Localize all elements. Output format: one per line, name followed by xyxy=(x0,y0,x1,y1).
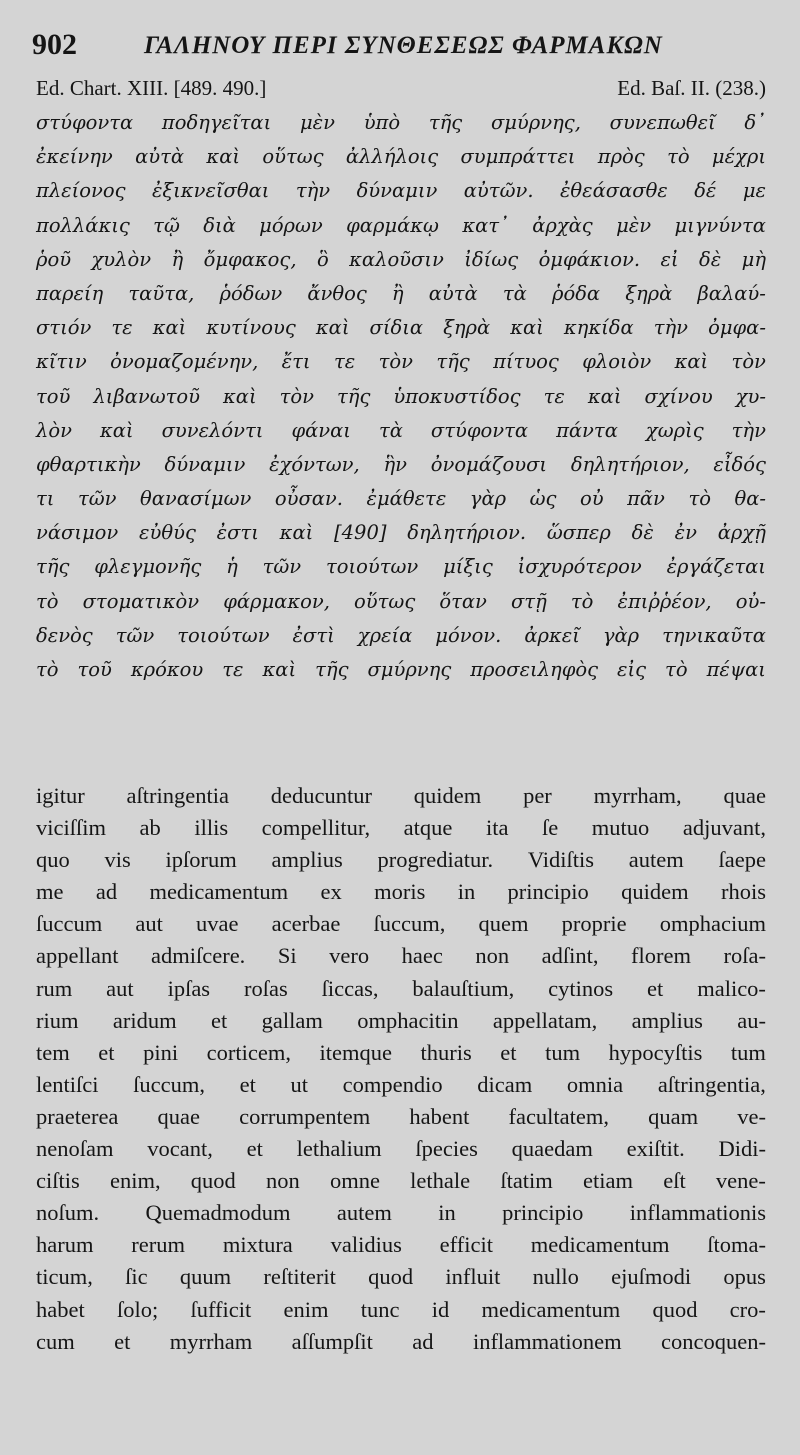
latin-text-line: tem et pini corticem, itemque thuris et tum hypocyſtis tum xyxy=(36,1039,766,1065)
latin-text-line: ticum, ſic quum reſtiterit quod influit nullo ejuſmodi opus xyxy=(36,1264,766,1290)
edition-reference-basel: Ed. Baſ. II. (238.) xyxy=(617,76,766,100)
greek-text-line: στύφοντα ποδηγεῖται μὲν ὑπὸ τῆς σμύρνης, συνεπωθεῖ δ᾽ xyxy=(36,111,766,134)
latin-text-line: quo vis ipſorum amplius progrediatur. Vidiſtis autem ſaepe xyxy=(36,847,766,873)
greek-text-line: τοῦ λιβανωτοῦ καὶ τὸν τῆς ὑποκυστίδος τε καὶ σχίνου χυ- xyxy=(36,384,766,408)
edition-reference-chartier: Ed. Chart. XIII. [489. 490.] xyxy=(36,76,267,100)
latin-text-line: appellant admiſcere. Si vero haec non adſint, florem roſa- xyxy=(36,943,766,969)
latin-text-line: cum et myrrham aſſumpſit ad inflammationem concoquen- xyxy=(36,1328,766,1354)
latin-text-line: rum aut ipſas roſas ſiccas, balauſtium, cytinos et malico- xyxy=(36,975,766,1001)
greek-text-block xyxy=(36,106,766,687)
greek-text-line: φθαρτικὴν δύναμιν ἐχόντων, ἣν ὀνομάζουσι δηλητήριον, εἶδός xyxy=(36,452,766,476)
latin-text-line: rium aridum et gallam omphacitin appellatam, amplius au- xyxy=(36,1007,766,1033)
latin-text-line: me ad medicamentum ex moris in principio quidem rhois xyxy=(36,879,766,905)
greek-text-line: δενὸς τῶν τοιούτων ἐστὶ χρεία μόνον. ἀρκεῖ γὰρ τηνικαῦτα xyxy=(36,623,766,647)
greek-text-line: νάσιμον εὐθύς ἐστι καὶ [490] δηλητήριον. ὥσπερ δὲ ἐν ἀρχῇ xyxy=(36,521,766,545)
page-number: 902 xyxy=(32,28,77,61)
greek-text-line: πλείονος ἐξικνεῖσθαι τὴν δύναμιν αὐτῶν. ἐθεάσασθε δέ με xyxy=(36,179,766,203)
greek-text-line: παρείη ταῦτα, ῥόδων ἄνθος ἢ αὐτὰ τὰ ῥόδα ξηρὰ βαλαύ- xyxy=(36,281,766,305)
latin-text-line: noſum. Quemadmodum autem in principio inflammationis xyxy=(36,1200,766,1226)
latin-text-line: harum rerum mixtura validius efficit medicamentum ſtoma- xyxy=(36,1232,766,1258)
greek-text-line: τὸ τοῦ κρόκου τε καὶ τῆς σμύρνης προσειληφὸς εἰς τὸ πέψαι xyxy=(36,658,766,681)
latin-text-line: ciſtis enim, quod non omne lethale ſtatim etiam eſt vene- xyxy=(36,1168,766,1194)
greek-text-line: τι τῶν θανασίμων οὖσαν. ἐμάθετε γὰρ ὡς οὐ πᾶν τὸ θα- xyxy=(36,487,766,511)
greek-text-line: ἐκείνην αὐτὰ καὶ οὕτως ἀλλήλοις συμπράττει πρὸς τὸ μέχρι xyxy=(36,145,766,169)
latin-text-line: lentiſci ſuccum, et ut compendio dicam omnia aſtringentia, xyxy=(36,1071,766,1097)
latin-text-line: habet ſolo; ſufficit enim tunc id medicamentum quod cro- xyxy=(36,1296,766,1322)
latin-text-line: ſuccum aut uvae acerbae ſuccum, quem proprie omphacium xyxy=(36,911,766,937)
latin-text-block xyxy=(36,780,766,1358)
latin-text-line: praeterea quae corrumpentem habent facultatem, quam ve- xyxy=(36,1103,766,1129)
greek-text-line: λὸν καὶ συνελόντι φάναι τὰ στύφοντα πάντα χωρὶς τὴν xyxy=(36,418,766,442)
greek-text-line: τὸ στοματικὸν φάρμακον, οὕτως ὅταν στῇ τὸ ἐπιῤῥέον, οὐ- xyxy=(36,589,766,613)
latin-text-line: viciſſim ab illis compellitur, atque ita ſe mutuo adjuvant, xyxy=(36,815,766,841)
greek-text-line: ῥοῦ χυλὸν ἢ ὄμφακος, ὃ καλοῦσιν ἰδίως ὀμφάκιον. εἰ δὲ μὴ xyxy=(36,247,766,271)
greek-text-line: στιόν τε καὶ κυτίνους καὶ σίδια ξηρὰ καὶ κηκίδα τὴν ὀμφα- xyxy=(36,316,766,340)
page-header xyxy=(32,28,772,68)
edition-references xyxy=(36,76,766,104)
greek-text-line: κῖτιν ὀνομαζομένην, ἔτι τε τὸν τῆς πίτυος φλοιὸν καὶ τὸν xyxy=(36,350,766,374)
latin-text-line: nenoſam vocant, et lethalium ſpecies quaedam exiſtit. Didi- xyxy=(36,1136,766,1162)
latin-text-line: igitur aſtringentia deducuntur quidem per myrrham, quae xyxy=(36,783,766,808)
running-title: ΓΑΛΗΝΟΥ ΠΕΡΙ ΣΥΝΘΕΣΕΩΣ ΦΑΡΜΑΚΩΝ xyxy=(144,32,663,59)
greek-text-line: τῆς φλεγμονῆς ἡ τῶν τοιούτων μίξις ἰσχυρότερον ἐργάζεται xyxy=(36,555,766,579)
greek-text-line: πολλάκις τῷ διὰ μόρων φαρμάκῳ κατ᾽ ἀρχὰς μὲν μιγνύντα xyxy=(36,213,766,237)
